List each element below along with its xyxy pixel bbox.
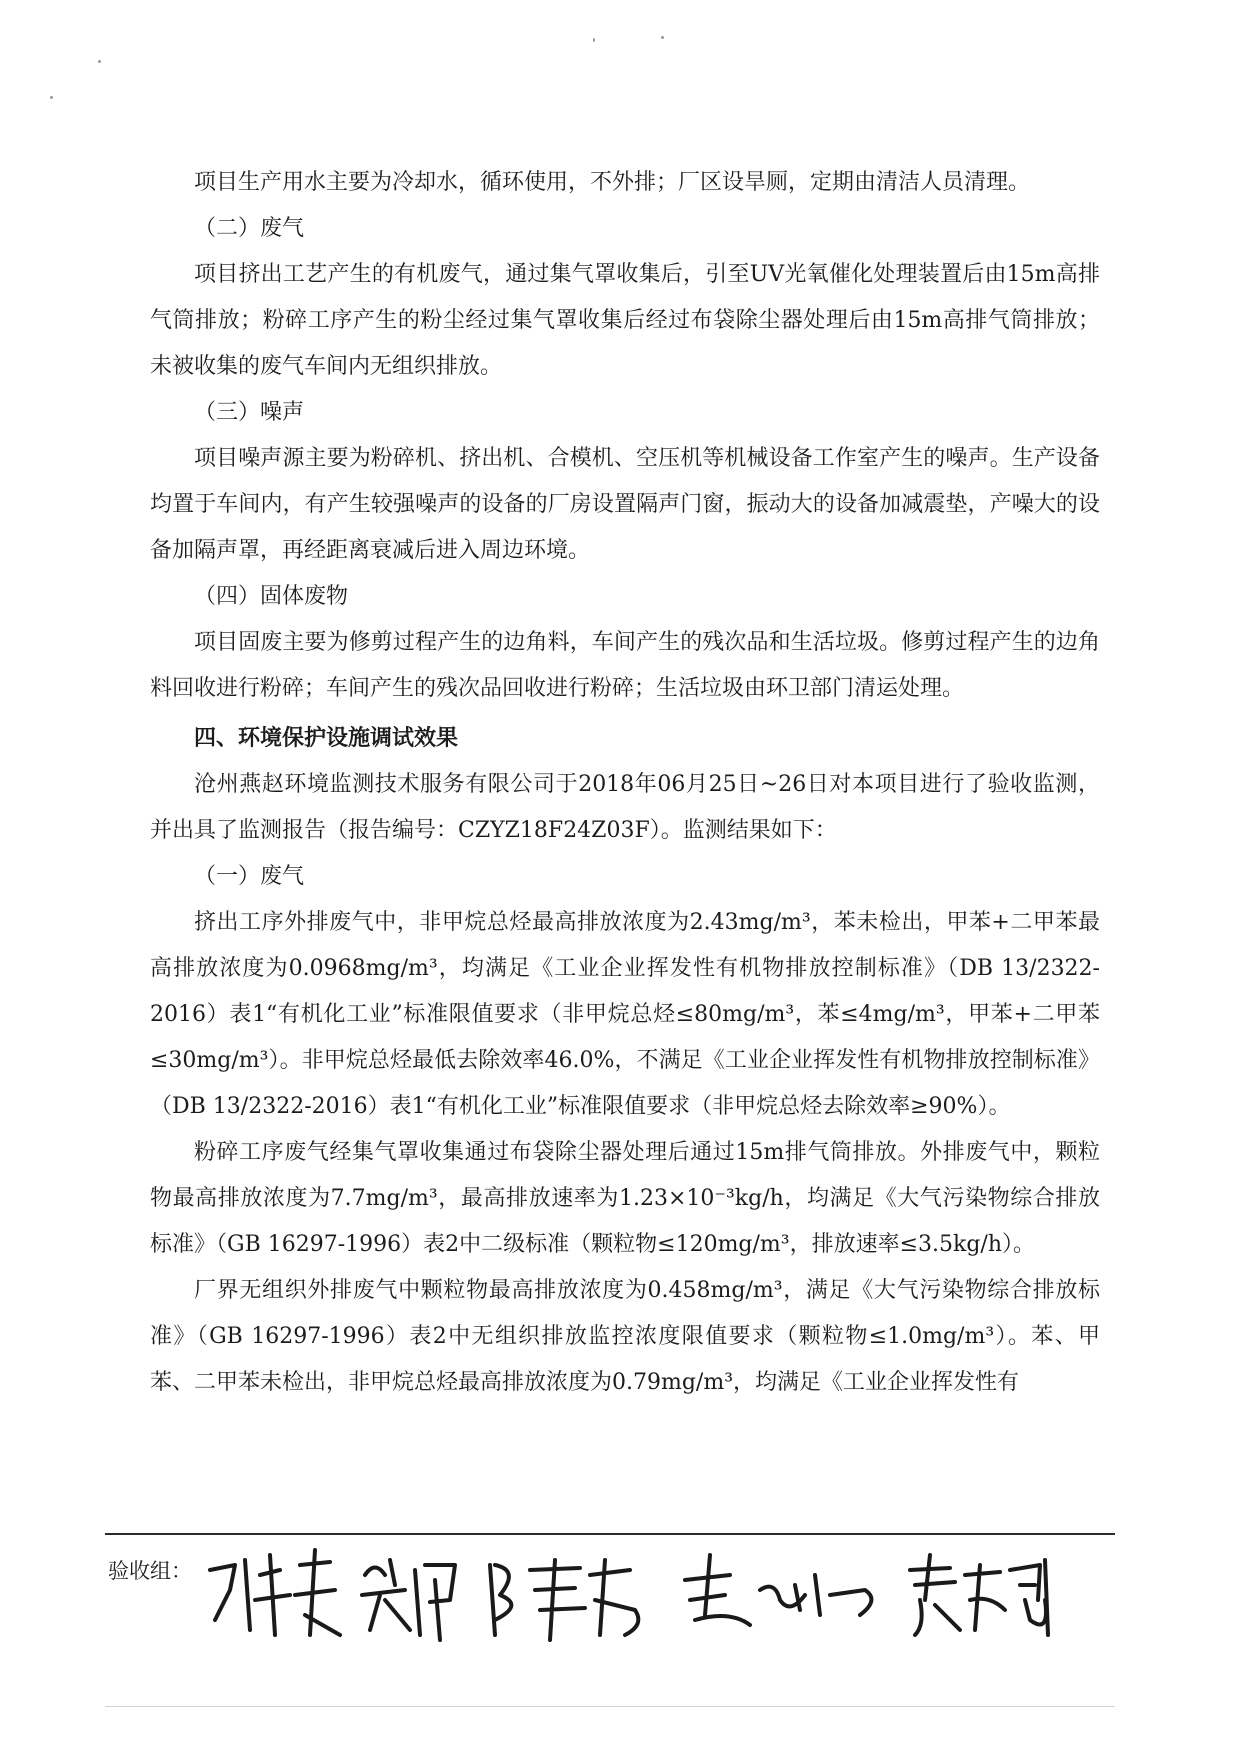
signature-2: [362, 1560, 455, 1640]
body-paragraph: 项目生产用水主要为冷却水，循环使用，不外排；厂区设旱厕，定期由清洁人员清理。: [194, 170, 1031, 195]
scan-speck: [98, 60, 101, 63]
signature-4: [685, 1555, 871, 1625]
subsection-heading: （四）固体废物: [194, 584, 349, 609]
body-paragraph: 粉碎工序废气经集气罩收集通过布袋除尘器处理后通过15m排气筒排放。外排废气中，颗粒物最高排放浓度为7.7mg/m³，最高排放速率为1.23×10⁻³kg/h，均满足《大气污染物综合排放标准》（GB 16297-1996）表2中二级标准（颗粒物≤120mg/m³，排放速率≤3.5kg/h）。: [150, 1140, 1100, 1257]
signature-5: [910, 1555, 1048, 1635]
body-paragraph: 挤出工序外排废气中，非甲烷总烃最高排放浓度为2.43mg/m³，苯未检出，甲苯+二甲苯最高排放浓度为0.0968mg/m³，均满足《工业企业挥发性有机物排放控制标准》（DB 13/2322-2016）表1“有机化工业”标准限值要求（非甲烷总烃≤80mg/m³，苯≤4mg/m³，甲苯+二甲苯≤30mg/m³）。非甲烷总烃最低去除效率46.0%，不满足《工业企业挥发性有机物排放控制标准》（DB 13/2322-2016）表1“有机化工业”标准限值要求（非甲烷总烃去除效率≥90%）。: [150, 910, 1100, 1119]
scan-speck: [50, 96, 53, 99]
subsection-heading: （三）噪声: [194, 400, 305, 425]
document-body: [150, 160, 1100, 1406]
section-heading: 四、环境保护设施调试效果: [194, 726, 459, 751]
acceptance-team-label: 验收组：: [108, 1559, 192, 1583]
body-paragraph: 项目噪声源主要为粉碎机、挤出机、合模机、空压机等机械设备工作室产生的噪声。生产设备均置于车间内，有产生较强噪声的设备的厂房设置隔声门窗，振动大的设备加减震垫，产噪大的设备加隔声罩，再经距离衰减后进入周边环境。: [150, 446, 1100, 563]
page-bottom-rule: [105, 1706, 1115, 1707]
body-paragraph: 项目固废主要为修剪过程产生的边角料，车间产生的残次品和生活垃圾。修剪过程产生的边角料回收进行粉碎；车间产生的残次品回收进行粉碎；生活垃圾由环卫部门清运处理。: [150, 630, 1100, 701]
scan-speck: [593, 38, 595, 42]
signature-1: [210, 1550, 340, 1635]
subsection-heading: （二）废气: [194, 216, 305, 241]
body-paragraph: 项目挤出工艺产生的有机废气，通过集气罩收集后，引至UV光氧催化处理装置后由15m高排气筒排放；粉碎工序产生的粉尘经过集气罩收集后经过布袋除尘器处理后由15m高排气筒排放；未被收集的废气车间内无组织排放。: [150, 262, 1100, 379]
body-paragraph: 厂界无组织外排废气中颗粒物最高排放浓度为0.458mg/m³，满足《大气污染物综合排放标准》（GB 16297-1996）表2中无组织排放监控浓度限值要求（颗粒物≤1.0mg/m³）。苯、甲苯、二甲苯未检出，非甲烷总烃最高排放浓度为0.79mg/m³，均满足《工业企业挥发性有: [150, 1278, 1100, 1395]
scan-speck: [661, 36, 664, 39]
handwritten-signatures: [190, 1540, 1120, 1650]
signature-rule: [105, 1533, 1115, 1535]
subsection-heading: （一）废气: [194, 864, 305, 889]
signature-3: [490, 1560, 638, 1640]
body-paragraph: 沧州燕赵环境监测技术服务有限公司于2018年06月25日~26日对本项目进行了验收监测，并出具了监测报告（报告编号：CZYZ18F24Z03F）。监测结果如下：: [150, 772, 1100, 843]
